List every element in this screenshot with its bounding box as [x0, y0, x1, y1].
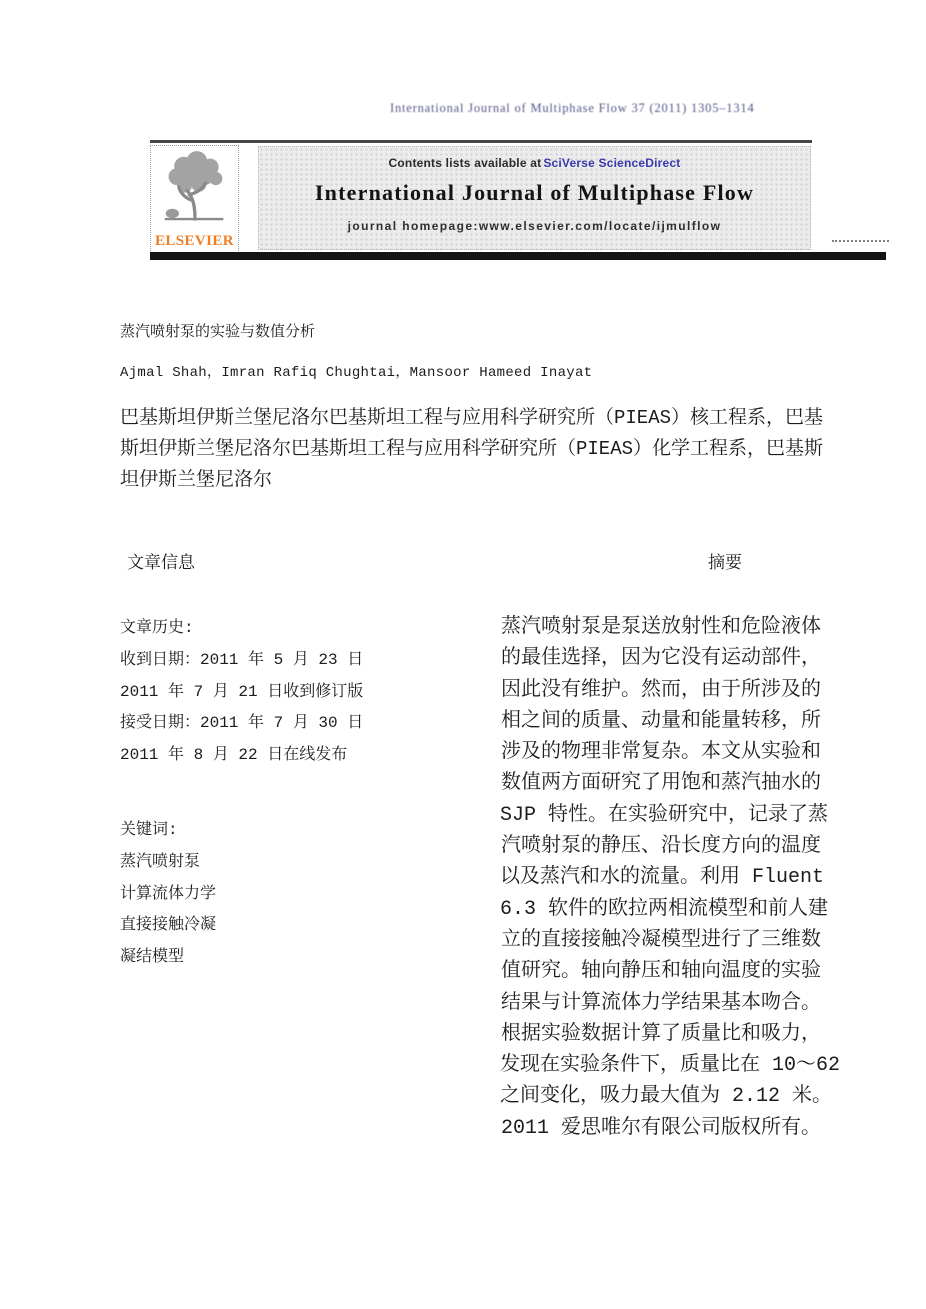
header-bottom-rule [150, 252, 886, 260]
keywords-label: 关键词: [120, 821, 178, 839]
journal-homepage-link[interactable]: journal homepage:www.elsevier.com/locate/ijmulflow [347, 219, 722, 233]
article-history [120, 613, 363, 772]
affiliation-line: 坦伊斯兰堡尼洛尔 [120, 469, 273, 491]
authors-line: Ajmal Shah，Imran Rafiq Chughtai，Mansoor Hameed Inayat [120, 365, 593, 381]
keyword: 直接接触冷凝 [120, 916, 217, 935]
history-line: 2011 年 8 月 22 日在线发布 [120, 746, 348, 765]
abstract-line: 之间变化，吸力最大值为 2.12 米。 [500, 1085, 833, 1109]
running-head-citation: International Journal of Multiphase Flow 37 (2011) 1305–1314 [390, 101, 755, 115]
keyword: 凝结模型 [120, 948, 185, 967]
abstract-line: 相之间的质量、动量和能量转移，所 [501, 709, 821, 733]
abstract-line: 2011 爱思唯尔有限公司版权所有。 [500, 1116, 821, 1140]
header-top-rule [150, 140, 812, 143]
abstract-heading: 摘要 [708, 555, 742, 574]
journal-title: International Journal of Multiphase Flow [314, 180, 755, 205]
abstract-line: 数值两方面研究了用饱和蒸汽抽水的 [501, 772, 821, 796]
abstract-line: 以及蒸汽和水的流量。利用 Fluent [500, 866, 825, 890]
affiliation-line: 斯坦伊斯兰堡尼洛尔巴基斯坦工程与应用科学研究所（PIEAS）化学工程系，巴基斯 [120, 438, 824, 460]
history-line: 接受日期：2011 年 7 月 30 日 [120, 714, 364, 733]
abstract-line: 值研究。轴向静压和轴向温度的实验 [501, 960, 821, 984]
abstract-line: 6.3 软件的欧拉两相流模型和前人建 [500, 897, 829, 921]
abstract-line: 的最佳选择，因为它没有运动部件， [501, 647, 821, 671]
sciverse-sciencedirect-link[interactable]: SciVerse ScienceDirect [543, 156, 681, 170]
abstract-line: 涉及的物理非常复杂。本文从实验和 [501, 741, 821, 765]
elsevier-logo [150, 145, 239, 253]
affiliation [120, 403, 823, 496]
contents-line [259, 147, 810, 170]
history-label: 文章历史: [120, 619, 194, 637]
keyword: 计算流体力学 [120, 884, 217, 903]
article-title: 蒸汽喷射泵的实验与数值分析 [120, 324, 316, 341]
abstract-line: 蒸汽喷射泵是泵送放射性和危险液体 [501, 616, 821, 639]
affiliation-line: 巴基斯坦伊斯兰堡尼洛尔巴基斯坦工程与应用科学研究所（PIEAS）核工程系，巴基 [120, 407, 824, 429]
elsevier-wordmark: ELSEVIER [154, 233, 235, 249]
history-line: 收到日期：2011 年 5 月 23 日 [120, 650, 364, 669]
keywords-block [120, 815, 216, 974]
abstract-line: 立的直接接触冷凝模型进行了三维数 [501, 928, 821, 952]
elsevier-tree-icon [161, 150, 229, 224]
abstract-line: 汽喷射泵的静压、沿长度方向的温度 [501, 835, 821, 859]
article-info-heading: 文章信息 [127, 555, 195, 574]
abstract-line: 结果与计算流体力学结果基本吻合。 [501, 991, 821, 1015]
abstract-line: SJP 特性。在实验研究中，记录了蒸 [500, 803, 829, 827]
dotted-rule-segment [832, 240, 889, 242]
journal-header-box [258, 146, 811, 250]
contents-prefix: Contents lists available at [388, 156, 542, 170]
abstract-line: 因此没有维护。然而，由于所涉及的 [501, 678, 821, 702]
abstract-line: 根据实验数据计算了质量比和吸力， [501, 1022, 821, 1046]
abstract-line: 发现在实验条件下，质量比在 10～62 [500, 1054, 841, 1078]
history-line: 2011 年 7 月 21 日收到修订版 [120, 682, 364, 701]
keyword: 蒸汽喷射泵 [120, 852, 201, 871]
abstract-text [500, 612, 841, 1144]
